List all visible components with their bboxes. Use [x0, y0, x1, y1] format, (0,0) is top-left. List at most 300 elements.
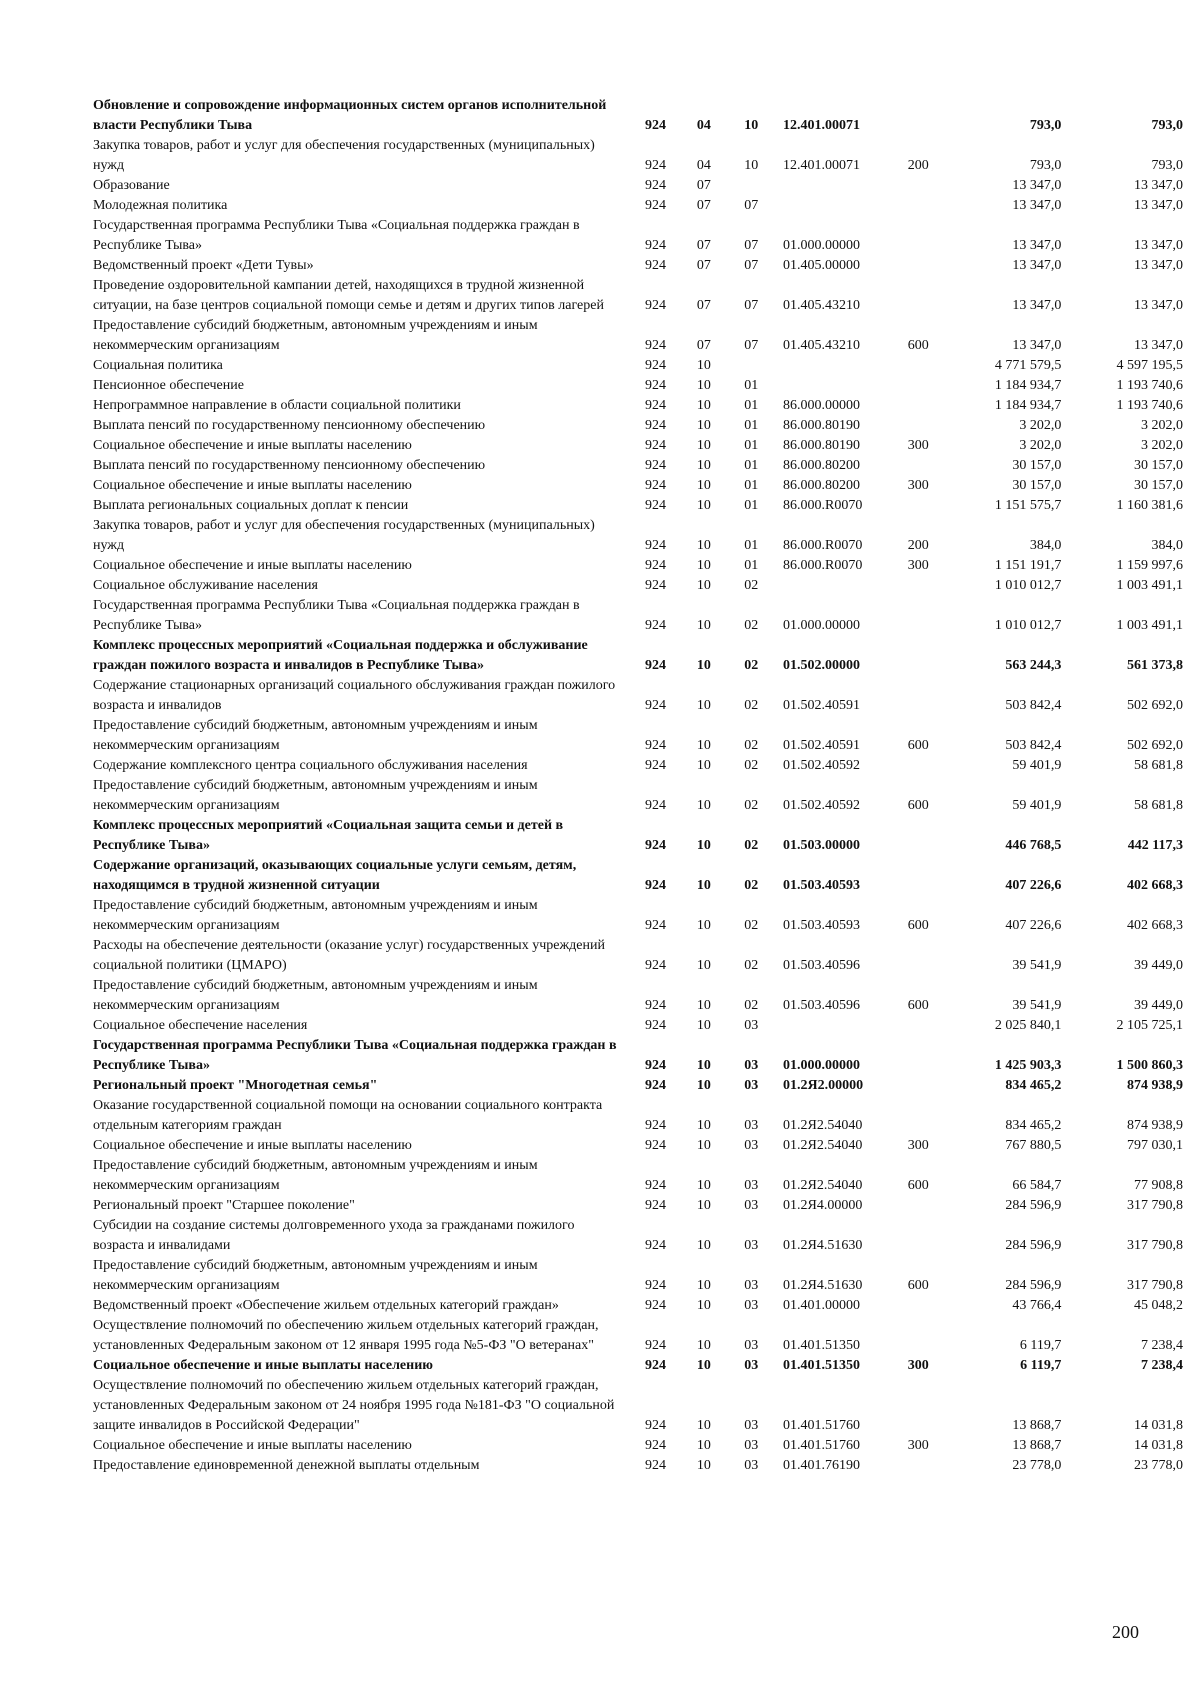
cell-target-article [775, 1016, 897, 1036]
cell-subsection: 02 [744, 618, 759, 633]
cell-name: Предоставление субсидий бюджетным, автономным учреждениям и иным некоммерческим организациям [93, 718, 538, 753]
cell-target-article: 01.502.40591 [783, 698, 860, 713]
cell-amount-year-1: 30 157,0 [1012, 478, 1062, 493]
cell-section: 10 [696, 1458, 711, 1473]
cell-grbs: 924 [645, 378, 666, 393]
cell-subsection: 03 [744, 1418, 759, 1433]
cell-amount-year-1: 13 347,0 [1012, 198, 1062, 213]
cell-subsection: 01 [744, 498, 759, 513]
table-row [93, 356, 1183, 376]
cell-expense-type: 600 [907, 738, 929, 753]
cell-section: 07 [696, 338, 711, 353]
cell-subsection: 01 [744, 398, 759, 413]
cell-target-article: 01.401.51760 [783, 1438, 860, 1453]
cell-name: Субсидии на создание системы долговременного ухода за гражданами пожилого возраста и инвалидами [93, 1218, 575, 1253]
cell-amount-year-2: 442 117,3 [1127, 838, 1183, 853]
table-row [93, 396, 1183, 416]
cell-name: Государственная программа Республики Тыва «Социальная поддержка граждан в Республике Тыва» [93, 1038, 617, 1073]
cell-amount-year-1: 446 768,5 [1005, 838, 1062, 853]
cell-amount-year-2: 13 347,0 [1134, 198, 1183, 213]
cell-grbs: 924 [645, 258, 666, 273]
cell-amount-year-1: 39 541,9 [1012, 958, 1062, 973]
cell-target-article: 01.405.43210 [783, 338, 860, 353]
cell-subsection: 07 [744, 298, 759, 313]
cell-target-article: 01.401.51350 [783, 1358, 860, 1373]
cell-section: 04 [696, 118, 711, 133]
cell-grbs: 924 [645, 1438, 666, 1453]
cell-subsection: 03 [744, 1138, 759, 1153]
cell-target-article: 12.401.00071 [783, 158, 860, 173]
cell-expense-type [897, 596, 940, 636]
cell-expense-type [897, 1016, 940, 1036]
cell-grbs: 924 [645, 1198, 666, 1213]
cell-target-article: 01.503.40596 [783, 958, 860, 973]
cell-section: 10 [696, 418, 711, 433]
table-row [93, 256, 1183, 276]
cell-expense-type [897, 1216, 940, 1256]
cell-amount-year-1: 1 151 575,7 [994, 498, 1062, 513]
page-number: 200 [1112, 1622, 1139, 1642]
cell-subsection: 03 [744, 1078, 759, 1093]
cell-expense-type [897, 376, 940, 396]
cell-expense-type: 600 [907, 1178, 929, 1193]
cell-expense-type [897, 1196, 940, 1216]
cell-section: 07 [696, 238, 711, 253]
cell-section: 10 [696, 998, 711, 1013]
cell-section: 10 [696, 458, 711, 473]
table-row [93, 416, 1183, 436]
cell-target-article: 86.000.00000 [783, 398, 860, 413]
cell-section: 07 [696, 198, 711, 213]
cell-section: 10 [696, 1018, 711, 1033]
table-row [93, 1456, 1183, 1476]
cell-section: 10 [696, 438, 711, 453]
cell-expense-type: 200 [907, 158, 929, 173]
cell-amount-year-2: 13 347,0 [1134, 178, 1183, 193]
cell-subsection: 07 [744, 338, 759, 353]
cell-amount-year-2: 874 938,9 [1127, 1118, 1183, 1133]
cell-section: 07 [696, 298, 711, 313]
cell-amount-year-1: 384,0 [1029, 538, 1062, 553]
cell-subsection: 01 [744, 438, 759, 453]
cell-grbs: 924 [645, 1078, 666, 1093]
cell-section: 10 [696, 478, 711, 493]
cell-target-article: 01.401.76190 [783, 1458, 860, 1473]
cell-subsection: 01 [744, 538, 759, 553]
cell-grbs: 924 [645, 538, 666, 553]
cell-expense-type [897, 1456, 940, 1476]
table-row [93, 1196, 1183, 1216]
cell-grbs: 924 [645, 918, 666, 933]
cell-name: Социальное обеспечение и иные выплаты населению [93, 1358, 433, 1373]
cell-amount-year-1: 284 596,9 [1005, 1278, 1062, 1293]
cell-grbs: 924 [645, 1298, 666, 1313]
table-row [93, 436, 1183, 456]
table-row [93, 1156, 1183, 1196]
cell-name: Осуществление полномочий по обеспечению жильем отдельных категорий граждан, установленных Федеральным законом от 12 января 1995 года №5-ФЗ "О ветеранах" [93, 1318, 599, 1353]
cell-name: Ведомственный проект «Обеспечение жильем отдельных категорий граждан» [93, 1298, 559, 1313]
table-row [93, 596, 1183, 636]
cell-expense-type [897, 936, 940, 976]
cell-grbs: 924 [645, 478, 666, 493]
cell-subsection: 03 [744, 1458, 759, 1473]
cell-amount-year-2: 14 031,8 [1134, 1438, 1183, 1453]
cell-target-article: 01.000.00000 [783, 618, 860, 633]
cell-section: 10 [696, 798, 711, 813]
cell-name: Оказание государственной социальной помощи на основании социального контракта отдельным категориям граждан [93, 1098, 603, 1133]
cell-expense-type: 600 [907, 918, 929, 933]
cell-amount-year-2: 1 193 740,6 [1116, 378, 1183, 393]
cell-subsection: 07 [744, 198, 759, 213]
cell-subsection: 10 [744, 158, 759, 173]
cell-expense-type [897, 416, 940, 436]
cell-expense-type [897, 356, 940, 376]
cell-name: Закупка товаров, работ и услуг для обеспечения государственных (муниципальных) нужд [93, 518, 595, 553]
cell-name: Предоставление субсидий бюджетным, автономным учреждениям и иным некоммерческим организациям [93, 778, 538, 813]
cell-grbs: 924 [645, 738, 666, 753]
table-row [93, 1076, 1183, 1096]
cell-grbs: 924 [645, 458, 666, 473]
cell-grbs: 924 [645, 658, 666, 673]
cell-section: 10 [696, 838, 711, 853]
cell-expense-type [897, 636, 940, 676]
cell-target-article: 86.000.R0070 [783, 558, 863, 573]
cell-amount-year-2: 3 202,0 [1141, 438, 1183, 453]
cell-section: 10 [696, 658, 711, 673]
cell-target-article: 01.2Я4.51630 [783, 1238, 863, 1253]
cell-expense-type [897, 676, 940, 716]
cell-subsection: 02 [744, 958, 759, 973]
cell-amount-year-2: 1 160 381,6 [1116, 498, 1183, 513]
cell-amount-year-1: 30 157,0 [1012, 458, 1062, 473]
cell-expense-type [897, 456, 940, 476]
cell-target-article: 01.405.43210 [783, 298, 860, 313]
cell-expense-type: 300 [907, 558, 929, 573]
cell-target-article [775, 576, 897, 596]
cell-amount-year-1: 3 202,0 [1019, 438, 1062, 453]
cell-amount-year-2: 13 347,0 [1134, 338, 1183, 353]
cell-target-article: 86.000.80200 [783, 458, 860, 473]
cell-section: 10 [696, 1078, 711, 1093]
cell-grbs: 924 [645, 338, 666, 353]
cell-target-article [775, 376, 897, 396]
cell-name: Предоставление субсидий бюджетным, автономным учреждениям и иным некоммерческим организациям [93, 318, 538, 353]
cell-expense-type [897, 196, 940, 216]
cell-name: Социальное обслуживание населения [93, 578, 318, 593]
cell-grbs: 924 [645, 1358, 666, 1373]
cell-target-article: 01.503.40593 [783, 918, 860, 933]
cell-grbs: 924 [645, 1338, 666, 1353]
cell-name: Обновление и сопровождение информационных систем органов исполнительной власти Республики Тыва [93, 98, 607, 133]
cell-name: Социальное обеспечение и иные выплаты населению [93, 438, 412, 453]
cell-name: Социальное обеспечение и иные выплаты населению [93, 1438, 412, 1453]
cell-amount-year-1: 13 347,0 [1012, 258, 1062, 273]
table-row [93, 136, 1183, 176]
cell-target-article: 01.502.40591 [783, 738, 860, 753]
cell-amount-year-1: 284 596,9 [1005, 1198, 1062, 1213]
cell-amount-year-1: 793,0 [1029, 158, 1062, 173]
cell-amount-year-1: 407 226,6 [1005, 878, 1062, 893]
cell-grbs: 924 [645, 1178, 666, 1193]
cell-grbs: 924 [645, 758, 666, 773]
cell-target-article: 01.2Я4.00000 [783, 1198, 863, 1213]
table-row [93, 856, 1183, 896]
cell-expense-type [897, 1316, 940, 1356]
cell-name: Содержание комплексного центра социального обслуживания населения [93, 758, 528, 773]
cell-amount-year-2: 13 347,0 [1134, 298, 1183, 313]
cell-grbs: 924 [645, 1058, 666, 1073]
cell-subsection: 03 [744, 1198, 759, 1213]
table-row [93, 456, 1183, 476]
cell-expense-type [897, 496, 940, 516]
cell-subsection: 02 [744, 878, 759, 893]
cell-expense-type [897, 276, 940, 316]
cell-subsection: 02 [744, 998, 759, 1013]
table-row [93, 1356, 1183, 1376]
cell-subsection: 03 [744, 1178, 759, 1193]
cell-expense-type: 300 [907, 1438, 929, 1453]
cell-amount-year-2: 4 597 195,5 [1116, 358, 1183, 373]
cell-grbs: 924 [645, 618, 666, 633]
cell-expense-type: 200 [907, 538, 929, 553]
cell-amount-year-1: 407 226,6 [1005, 918, 1062, 933]
cell-grbs: 924 [645, 298, 666, 313]
cell-name: Государственная программа Республики Тыва «Социальная поддержка граждан в Республике Тыва» [93, 598, 580, 633]
cell-grbs: 924 [645, 698, 666, 713]
cell-grbs: 924 [645, 1138, 666, 1153]
cell-amount-year-2: 23 778,0 [1134, 1458, 1183, 1473]
cell-grbs: 924 [645, 358, 666, 373]
cell-section: 10 [696, 398, 711, 413]
cell-grbs: 924 [645, 498, 666, 513]
cell-grbs: 924 [645, 198, 666, 213]
cell-section: 10 [696, 698, 711, 713]
cell-grbs: 924 [645, 998, 666, 1013]
cell-expense-type: 300 [907, 438, 929, 453]
cell-name: Содержание организаций, оказывающих социальные услуги семьям, детям, находящимся в трудной жизненной ситуации [93, 858, 577, 893]
cell-amount-year-2: 502 692,0 [1127, 698, 1183, 713]
cell-expense-type [897, 1076, 940, 1096]
cell-expense-type [897, 176, 940, 196]
cell-expense-type [897, 856, 940, 896]
cell-name: Социальное обеспечение и иные выплаты населению [93, 558, 412, 573]
cell-name: Социальное обеспечение и иные выплаты населению [93, 478, 412, 493]
cell-section: 10 [696, 918, 711, 933]
table-row [93, 476, 1183, 496]
table-row [93, 1316, 1183, 1356]
cell-amount-year-2: 1 193 740,6 [1116, 398, 1183, 413]
cell-subsection: 03 [744, 1238, 759, 1253]
cell-grbs: 924 [645, 1118, 666, 1133]
cell-section: 10 [696, 1178, 711, 1193]
cell-name: Молодежная политика [93, 198, 228, 213]
cell-section: 10 [696, 1438, 711, 1453]
cell-name: Предоставление субсидий бюджетным, автономным учреждениям и иным некоммерческим организациям [93, 1158, 538, 1193]
table-row [93, 896, 1183, 936]
cell-amount-year-1: 13 868,7 [1012, 1418, 1062, 1433]
cell-section: 10 [696, 758, 711, 773]
cell-amount-year-2: 2 105 725,1 [1116, 1018, 1183, 1033]
cell-amount-year-1: 13 868,7 [1012, 1438, 1062, 1453]
cell-amount-year-2: 384,0 [1151, 538, 1183, 553]
cell-target-article: 86.000.80190 [783, 418, 860, 433]
cell-amount-year-2: 1 003 491,1 [1116, 618, 1183, 633]
cell-section: 10 [696, 618, 711, 633]
cell-expense-type [897, 216, 940, 256]
cell-subsection: 01 [744, 418, 759, 433]
cell-amount-year-2: 402 668,3 [1127, 918, 1183, 933]
cell-subsection: 02 [744, 798, 759, 813]
cell-name: Выплата пенсий по государственному пенсионному обеспечению [93, 418, 486, 433]
cell-name: Комплекс процессных мероприятий «Социальная защита семьи и детей в Республике Тыва» [93, 818, 564, 853]
cell-subsection: 03 [744, 1058, 759, 1073]
cell-subsection: 02 [744, 578, 759, 593]
cell-amount-year-1: 59 401,9 [1012, 758, 1062, 773]
cell-target-article [775, 196, 897, 216]
cell-grbs: 924 [645, 838, 666, 853]
cell-amount-year-1: 6 119,7 [1020, 1358, 1062, 1373]
cell-subsection: 01 [744, 378, 759, 393]
cell-target-article: 01.000.00000 [783, 238, 860, 253]
cell-subsection: 01 [744, 478, 759, 493]
cell-amount-year-2: 317 790,8 [1127, 1278, 1183, 1293]
cell-subsection: 07 [744, 238, 759, 253]
cell-amount-year-1: 1 010 012,7 [994, 578, 1062, 593]
table-row [93, 1296, 1183, 1316]
cell-target-article [775, 356, 897, 376]
cell-grbs: 924 [645, 158, 666, 173]
cell-amount-year-2: 39 449,0 [1134, 958, 1183, 973]
cell-target-article: 01.405.00000 [783, 258, 860, 273]
cell-subsection: 03 [744, 1118, 759, 1133]
cell-section: 10 [696, 378, 711, 393]
cell-amount-year-1: 2 025 840,1 [994, 1018, 1062, 1033]
cell-target-article: 01.2Я4.51630 [783, 1278, 863, 1293]
cell-section: 10 [696, 498, 711, 513]
cell-amount-year-1: 503 842,4 [1005, 698, 1062, 713]
cell-name: Непрограммное направление в области социальной политики [93, 398, 461, 413]
cell-name: Расходы на обеспечение деятельности (оказание услуг) государственных учреждений социальной политики (ЦМАРО) [93, 938, 605, 973]
cell-section: 07 [696, 258, 711, 273]
cell-amount-year-1: 13 347,0 [1012, 298, 1062, 313]
cell-amount-year-1: 503 842,4 [1005, 738, 1062, 753]
cell-grbs: 924 [645, 1278, 666, 1293]
table-row [93, 176, 1183, 196]
cell-amount-year-2: 502 692,0 [1127, 738, 1183, 753]
cell-target-article: 86.000.80200 [783, 478, 860, 493]
cell-amount-year-2: 402 668,3 [1127, 878, 1183, 893]
budget-sheet [93, 96, 1183, 1476]
cell-target-article: 01.2Я2.54040 [783, 1178, 863, 1193]
cell-expense-type [897, 1036, 940, 1076]
cell-subsection: 03 [744, 1358, 759, 1373]
cell-grbs: 924 [645, 418, 666, 433]
cell-name: Государственная программа Республики Тыва «Социальная поддержка граждан в Республике Тыва» [93, 218, 580, 253]
table-row [93, 1136, 1183, 1156]
table-row [93, 816, 1183, 856]
cell-amount-year-2: 13 347,0 [1134, 238, 1183, 253]
cell-amount-year-1: 767 880,5 [1005, 1138, 1062, 1153]
cell-grbs: 924 [645, 238, 666, 253]
table-row [93, 1016, 1183, 1036]
cell-section: 10 [696, 558, 711, 573]
cell-subsection: 02 [744, 738, 759, 753]
cell-target-article: 86.000.R0070 [783, 498, 863, 513]
cell-section: 10 [696, 1418, 711, 1433]
cell-amount-year-1: 39 541,9 [1012, 998, 1062, 1013]
cell-subsection: 03 [744, 1278, 759, 1293]
cell-grbs: 924 [645, 1418, 666, 1433]
cell-name: Предоставление субсидий бюджетным, автономным учреждениям и иным некоммерческим организациям [93, 1258, 538, 1293]
cell-amount-year-2: 30 157,0 [1134, 478, 1183, 493]
cell-amount-year-2: 1 159 997,6 [1116, 558, 1183, 573]
cell-expense-type: 300 [907, 1138, 929, 1153]
cell-subsection: 02 [744, 918, 759, 933]
cell-target-article: 01.502.40592 [783, 758, 860, 773]
cell-target-article: 01.2Я2.54040 [783, 1138, 863, 1153]
cell-target-article: 01.503.00000 [783, 838, 860, 853]
cell-grbs: 924 [645, 798, 666, 813]
cell-name: Пенсионное обеспечение [93, 378, 244, 393]
cell-amount-year-1: 66 584,7 [1012, 1178, 1062, 1193]
cell-expense-type [897, 756, 940, 776]
cell-amount-year-2: 77 908,8 [1134, 1178, 1183, 1193]
table-row [93, 1256, 1183, 1296]
cell-grbs: 924 [645, 118, 666, 133]
cell-section: 07 [696, 178, 711, 193]
cell-name: Осуществление полномочий по обеспечению жильем отдельных категорий граждан, установленных Федеральным законом от 24 ноября 1995 года №181-ФЗ "О социальной защите инвалидов в Российской Федерации" [93, 1378, 615, 1433]
cell-name: Выплата пенсий по государственному пенсионному обеспечению [93, 458, 486, 473]
cell-subsection: 02 [744, 838, 759, 853]
cell-amount-year-2: 317 790,8 [1127, 1198, 1183, 1213]
cell-grbs: 924 [645, 1458, 666, 1473]
table-row [93, 316, 1183, 356]
cell-amount-year-1: 23 778,0 [1012, 1458, 1062, 1473]
table-row [93, 276, 1183, 316]
cell-section: 10 [696, 958, 711, 973]
table-row [93, 716, 1183, 756]
cell-target-article: 01.503.40593 [783, 878, 860, 893]
cell-expense-type: 300 [907, 478, 929, 493]
table-row [93, 196, 1183, 216]
cell-target-article: 01.401.51350 [783, 1338, 860, 1353]
table-row [93, 1376, 1183, 1436]
cell-amount-year-1: 793,0 [1029, 118, 1062, 133]
cell-expense-type: 600 [907, 798, 929, 813]
cell-expense-type [897, 576, 940, 596]
table-row [93, 216, 1183, 256]
cell-amount-year-1: 1 151 191,7 [994, 558, 1062, 573]
cell-amount-year-1: 834 465,2 [1005, 1118, 1062, 1133]
cell-amount-year-2: 874 938,9 [1127, 1078, 1183, 1093]
table-row [93, 1096, 1183, 1136]
cell-target-article: 01.502.40592 [783, 798, 860, 813]
cell-amount-year-2: 13 347,0 [1134, 258, 1183, 273]
table-row [93, 1436, 1183, 1456]
cell-amount-year-2: 561 373,8 [1127, 658, 1183, 673]
cell-amount-year-2: 793,0 [1151, 158, 1183, 173]
cell-amount-year-1: 4 771 579,5 [994, 358, 1062, 373]
cell-expense-type: 600 [907, 338, 929, 353]
cell-amount-year-2: 7 238,4 [1141, 1358, 1183, 1373]
cell-subsection: 01 [744, 558, 759, 573]
table-row [93, 376, 1183, 396]
cell-section: 10 [696, 1138, 711, 1153]
cell-amount-year-1: 284 596,9 [1005, 1238, 1062, 1253]
cell-grbs: 924 [645, 178, 666, 193]
cell-name: Предоставление единовременной денежной выплаты отдельным [93, 1458, 480, 1473]
cell-amount-year-2: 58 681,8 [1134, 758, 1183, 773]
